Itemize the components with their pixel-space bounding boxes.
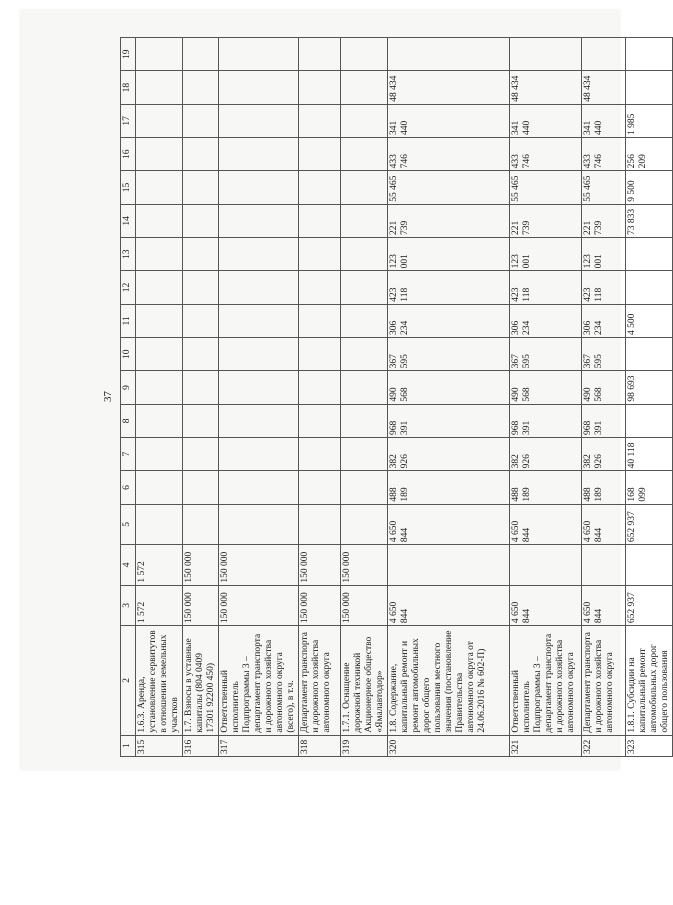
value-cell: 490 568 <box>388 371 510 404</box>
value-cell <box>582 545 626 585</box>
value-cell <box>136 138 183 171</box>
value-cell <box>299 71 341 104</box>
value-cell <box>219 504 299 544</box>
value-cell: 40 118 <box>626 438 673 471</box>
value-cell: 488 189 <box>510 471 582 504</box>
value-cell: 382 926 <box>510 438 582 471</box>
value-cell <box>219 371 299 404</box>
value-cell <box>626 338 673 371</box>
value-cell <box>219 404 299 437</box>
value-cell: 4 650 844 <box>582 504 626 544</box>
page-number: 37 <box>102 391 114 402</box>
value-cell <box>299 38 341 71</box>
value-cell: 1 985 <box>626 104 673 137</box>
table-row <box>388 38 510 757</box>
value-cell: 4 650 844 <box>582 585 626 625</box>
row-number-cell: 323 <box>626 735 673 756</box>
value-cell <box>183 404 219 437</box>
col-header: 3 <box>121 585 136 625</box>
row-name-cell: 1.8.1. Субсидии на капитальный ремонт автомобильных дорог общего пользования <box>626 626 673 736</box>
value-cell: 150 000 <box>219 585 299 625</box>
value-cell <box>582 38 626 71</box>
value-cell: 652 937 <box>626 504 673 544</box>
col-header: 13 <box>121 238 136 271</box>
value-cell <box>136 204 183 237</box>
row-name-cell: 1.8. Содержание, капитальный ремонт и ремонт автомобильных дорог общего пользования местного значения (постановление Правительства автономного округа от 24.06.2016 № 602-П) <box>388 626 510 736</box>
col-header: 7 <box>121 438 136 471</box>
value-cell <box>341 204 388 237</box>
value-cell: 423 118 <box>582 271 626 304</box>
value-cell: 168 099 <box>626 471 673 504</box>
value-cell: 490 568 <box>582 371 626 404</box>
col-header: 1 <box>121 735 136 756</box>
value-cell: 150 000 <box>299 585 341 625</box>
table-row <box>183 38 219 757</box>
value-cell: 4 650 844 <box>388 585 510 625</box>
value-cell: 306 234 <box>510 304 582 337</box>
value-cell: 341 440 <box>388 104 510 137</box>
value-cell: 256 209 <box>626 138 673 171</box>
value-cell <box>299 304 341 337</box>
value-cell <box>183 504 219 544</box>
value-cell <box>183 171 219 204</box>
value-cell <box>341 371 388 404</box>
value-cell: 221 739 <box>582 204 626 237</box>
row-number-cell: 319 <box>341 735 388 756</box>
col-header: 5 <box>121 504 136 544</box>
value-cell: 382 926 <box>582 438 626 471</box>
value-cell: 433 746 <box>582 138 626 171</box>
value-cell <box>183 138 219 171</box>
row-name-cell: Ответственный исполнитель Подпрограммы 3 – департамент транспорта и дорожного хозяйства автономного округа (всего), в т.ч. <box>219 626 299 736</box>
value-cell <box>219 338 299 371</box>
table-row <box>299 38 341 757</box>
row-name-cell: 1.7.1. Оснащение дорожной техникой Акционерное общество «Ямалавтодор» <box>341 626 388 736</box>
value-cell: 150 000 <box>341 585 388 625</box>
value-cell <box>299 171 341 204</box>
value-cell <box>219 304 299 337</box>
value-cell <box>626 404 673 437</box>
row-number-cell: 317 <box>219 735 299 756</box>
value-cell <box>341 304 388 337</box>
value-cell <box>183 438 219 471</box>
value-cell: 367 595 <box>388 338 510 371</box>
value-cell: 48 434 <box>388 71 510 104</box>
value-cell: 123 001 <box>582 238 626 271</box>
value-cell: 123 001 <box>388 238 510 271</box>
table-row <box>510 38 582 757</box>
value-cell: 306 234 <box>582 304 626 337</box>
value-cell <box>136 338 183 371</box>
value-cell <box>510 38 582 71</box>
col-header: 4 <box>121 545 136 585</box>
value-cell <box>388 38 510 71</box>
value-cell: 490 568 <box>510 371 582 404</box>
table-row <box>341 38 388 757</box>
value-cell <box>341 271 388 304</box>
value-cell <box>341 471 388 504</box>
row-name-cell: 1.7. Взносы в уставные капиталы (804 0409 17301 92200 450) <box>183 626 219 736</box>
row-number-cell: 320 <box>388 735 510 756</box>
value-cell: 150 000 <box>341 545 388 585</box>
row-number-cell: 318 <box>299 735 341 756</box>
value-cell: 150 000 <box>183 545 219 585</box>
value-cell: 4 500 <box>626 304 673 337</box>
value-cell <box>341 104 388 137</box>
row-number-cell: 321 <box>510 735 582 756</box>
row-number-cell: 316 <box>183 735 219 756</box>
row-name-cell: Департамент транспорта и дорожного хозяйства автономного округа <box>299 626 341 736</box>
value-cell: 9 500 <box>626 171 673 204</box>
value-cell <box>219 138 299 171</box>
value-cell: 488 189 <box>388 471 510 504</box>
col-header: 10 <box>121 338 136 371</box>
value-cell <box>341 404 388 437</box>
value-cell <box>183 271 219 304</box>
rotated-content <box>102 37 670 757</box>
value-cell: 652 937 <box>626 585 673 625</box>
value-cell: 4 650 844 <box>510 504 582 544</box>
value-cell <box>136 238 183 271</box>
table-row <box>219 38 299 757</box>
value-cell: 306 234 <box>388 304 510 337</box>
value-cell <box>136 104 183 137</box>
value-cell: 968 391 <box>388 404 510 437</box>
value-cell <box>219 171 299 204</box>
value-cell <box>136 171 183 204</box>
value-cell <box>626 238 673 271</box>
value-cell <box>299 204 341 237</box>
table-row <box>626 38 673 757</box>
value-cell: 968 391 <box>510 404 582 437</box>
value-cell: 382 926 <box>388 438 510 471</box>
col-header: 15 <box>121 171 136 204</box>
value-cell <box>626 71 673 104</box>
value-cell <box>299 504 341 544</box>
value-cell: 1 572 <box>136 585 183 625</box>
budget-table <box>120 37 673 757</box>
value-cell: 4 650 844 <box>388 504 510 544</box>
value-cell <box>183 104 219 137</box>
value-cell <box>219 38 299 71</box>
value-cell: 341 440 <box>510 104 582 137</box>
document-page <box>20 10 670 770</box>
value-cell: 221 739 <box>388 204 510 237</box>
table-row <box>136 38 183 757</box>
value-cell: 55 465 <box>510 171 582 204</box>
value-cell <box>341 504 388 544</box>
value-cell <box>183 38 219 71</box>
column-number-row <box>121 38 136 757</box>
value-cell <box>388 545 510 585</box>
row-number-cell: 315 <box>136 735 183 756</box>
value-cell <box>299 104 341 137</box>
value-cell <box>136 304 183 337</box>
row-name-cell: Департамент транспорта и дорожного хозяйства автономного округа <box>582 626 626 736</box>
value-cell <box>341 171 388 204</box>
row-name-cell: 1.6.3. Аренда, установление сервитутов в отношении земельных участков <box>136 626 183 736</box>
value-cell: 423 118 <box>510 271 582 304</box>
value-cell: 123 001 <box>510 238 582 271</box>
col-header: 9 <box>121 371 136 404</box>
value-cell <box>136 404 183 437</box>
value-cell <box>299 404 341 437</box>
value-cell: 433 746 <box>388 138 510 171</box>
value-cell <box>219 271 299 304</box>
value-cell <box>136 271 183 304</box>
value-cell <box>510 545 582 585</box>
value-cell <box>136 371 183 404</box>
col-header: 18 <box>121 71 136 104</box>
value-cell: 48 434 <box>582 71 626 104</box>
value-cell: 968 391 <box>582 404 626 437</box>
value-cell <box>136 504 183 544</box>
col-header: 11 <box>121 304 136 337</box>
value-cell <box>183 471 219 504</box>
value-cell <box>183 71 219 104</box>
value-cell <box>136 71 183 104</box>
value-cell <box>219 104 299 137</box>
value-cell: 150 000 <box>299 545 341 585</box>
value-cell: 150 000 <box>219 545 299 585</box>
col-header: 19 <box>121 38 136 71</box>
value-cell: 341 440 <box>582 104 626 137</box>
value-cell <box>299 471 341 504</box>
value-cell <box>341 438 388 471</box>
col-header: 12 <box>121 271 136 304</box>
value-cell: 423 118 <box>388 271 510 304</box>
value-cell <box>136 38 183 71</box>
value-cell: 150 000 <box>183 585 219 625</box>
value-cell <box>341 238 388 271</box>
value-cell <box>183 204 219 237</box>
value-cell <box>219 238 299 271</box>
value-cell <box>626 271 673 304</box>
value-cell: 1 572 <box>136 545 183 585</box>
value-cell: 221 739 <box>510 204 582 237</box>
value-cell <box>183 238 219 271</box>
value-cell <box>299 138 341 171</box>
value-cell <box>626 38 673 71</box>
value-cell <box>299 371 341 404</box>
value-cell: 55 465 <box>582 171 626 204</box>
table-row <box>582 38 626 757</box>
value-cell <box>219 471 299 504</box>
value-cell: 367 595 <box>582 338 626 371</box>
col-header: 6 <box>121 471 136 504</box>
value-cell <box>136 438 183 471</box>
value-cell <box>136 471 183 504</box>
value-cell: 73 833 <box>626 204 673 237</box>
value-cell <box>183 338 219 371</box>
value-cell <box>341 38 388 71</box>
value-cell <box>183 304 219 337</box>
value-cell: 488 189 <box>582 471 626 504</box>
value-cell <box>299 438 341 471</box>
value-cell <box>183 371 219 404</box>
value-cell <box>299 238 341 271</box>
row-name-cell: Ответственный исполнитель Подпрограммы 3 – департамент транспорта и дорожного хозяйства автономного округа <box>510 626 582 736</box>
value-cell: 48 434 <box>510 71 582 104</box>
value-cell <box>626 545 673 585</box>
value-cell <box>299 338 341 371</box>
value-cell <box>219 438 299 471</box>
col-header: 17 <box>121 104 136 137</box>
value-cell <box>341 138 388 171</box>
value-cell: 98 693 <box>626 371 673 404</box>
value-cell <box>341 338 388 371</box>
value-cell: 433 746 <box>510 138 582 171</box>
col-header: 14 <box>121 204 136 237</box>
row-number-cell: 322 <box>582 735 626 756</box>
col-header: 2 <box>121 626 136 736</box>
value-cell <box>219 204 299 237</box>
value-cell: 367 595 <box>510 338 582 371</box>
value-cell <box>341 71 388 104</box>
value-cell <box>299 271 341 304</box>
value-cell <box>219 71 299 104</box>
col-header: 8 <box>121 404 136 437</box>
value-cell: 55 465 <box>388 171 510 204</box>
value-cell: 4 650 844 <box>510 585 582 625</box>
col-header: 16 <box>121 138 136 171</box>
